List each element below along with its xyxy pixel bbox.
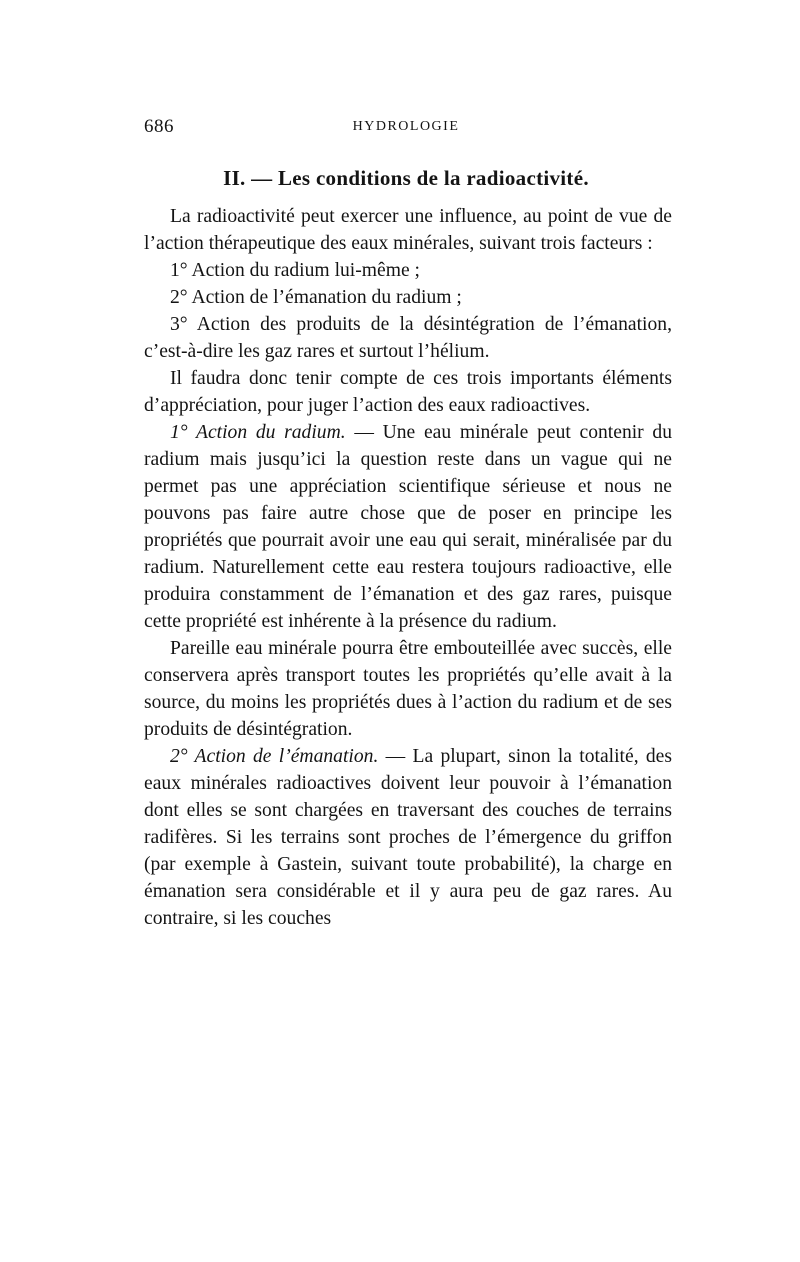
list-item-factor-1: 1° Action du radium lui-même ; bbox=[170, 260, 420, 281]
paragraph-consider: Il faudra donc tenir compte de ces trois importants éléments d’appréciation, pour juger l’action des eaux radioactives. bbox=[144, 368, 672, 416]
paragraph-emanation bbox=[144, 743, 672, 932]
list-item-factor-3: 3° Action des produits de la désintégration de l’émanation, c’est-à-dire les gaz rares et surtout l’hélium. bbox=[144, 314, 672, 362]
section-heading: II. — Les conditions de la radioactivité. bbox=[223, 166, 589, 190]
radium-subheading: 1° Action du radium. bbox=[170, 422, 346, 443]
list-item-factor-2: 2° Action de l’émanation du radium ; bbox=[170, 287, 462, 308]
page-number: 686 bbox=[144, 116, 174, 137]
radium-text: — Une eau minérale peut contenir du radium mais jusqu’ici la question reste dans un vague qui ne permet pas une appréciation scientifique sérieuse et nous ne pouvons pas faire autre chose que de poser en principe les propriétés que pourrait avoir une eau qui serait, minéralisée par du radium. Naturellement cette eau restera toujours radioactive, elle produira constamment de l’émanation et des gaz rares, puisque cette propriété est inhérente à la présence du radium. bbox=[144, 422, 672, 632]
paragraph-bottled: Pareille eau minérale pourra être embouteillée avec succès, elle conservera après transport toutes les propriétés qu’elle avait à la source, du moins les propriétés dues à l’action du radium et de ses produits de désintégration. bbox=[144, 638, 672, 740]
body-text bbox=[144, 203, 672, 932]
paragraph-intro: La radioactivité peut exercer une influence, au point de vue de l’action thérapeutique des eaux minérales, suivant trois facteurs : bbox=[144, 206, 672, 254]
running-title: HYDROLOGIE bbox=[352, 119, 460, 134]
paragraph-radium bbox=[144, 419, 672, 635]
page-header bbox=[144, 116, 668, 140]
emanation-subheading: 2° Action de l’émanation. bbox=[170, 746, 379, 767]
emanation-text: — La plupart, sinon la totalité, des eaux minérales radioactives doivent leur pouvoir à l’émanation dont elles se sont chargées en traversant des couches de terrains radifères. Si les terrains sont proches de l’émergence du griffon (par exemple à Gastein, suivant toute probabilité), la charge en émanation sera considérable et il y aura peu de gaz rares. Au contraire, si les couches bbox=[144, 746, 672, 929]
